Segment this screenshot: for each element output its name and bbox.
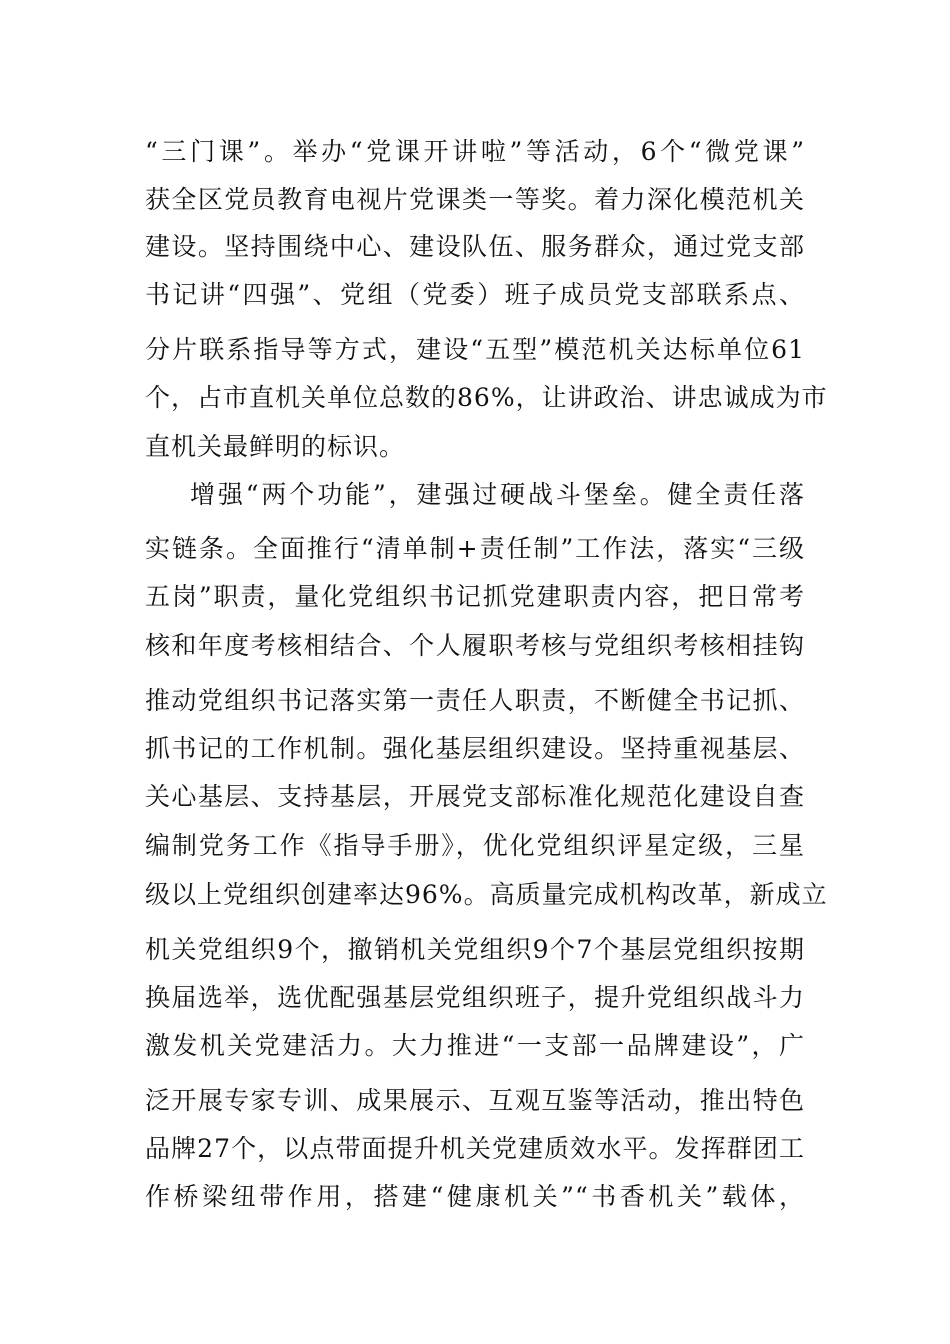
paragraph-2-line-13: 泛开展专家专训、成果展示、互观互鉴等活动，推出特色 [145, 1086, 805, 1115]
paragraph-1-line-1: “三门课”。举办“党课开讲啦”等活动，6个“微党课” [145, 137, 805, 166]
paragraph-2-line-5: 推动党组织书记落实第一责任人职责，不断健全书记抓、 [145, 686, 805, 715]
paragraph-2-line-3: 五岗”职责，量化党组织书记抓党建职责内容，把日常考 [145, 582, 805, 611]
paragraph-2-line-1: 增强“两个功能”，建强过硬战斗堡垒。健全责任落 [190, 480, 805, 509]
paragraph-1-line-2: 获全区党员教育电视片党课类一等奖。着力深化模范机关 [145, 185, 805, 214]
paragraph-1-line-3: 建设。坚持围绕中心、建设队伍、服务群众，通过党支部 [145, 232, 805, 261]
paragraph-2-line-7: 关心基层、支持基层，开展党支部标准化规范化建设自查 [145, 782, 805, 811]
paragraph-1-line-5: 分片联系指导等方式，建设“五型”模范机关达标单位61 [145, 335, 805, 364]
paragraph-2-line-6: 抓书记的工作机制。强化基层组织建设。坚持重视基层、 [145, 734, 805, 763]
paragraph-1-line-7: 直机关最鲜明的标识。 [145, 432, 406, 461]
paragraph-1-line-4: 书记讲“四强”、党组（党委）班子成员党支部联系点、 [145, 280, 805, 309]
paragraph-2-line-11: 换届选举，选优配强基层党组织班子，提升党组织战斗力 [145, 983, 805, 1012]
paragraph-2-line-2: 实链条。全面推行“清单制+责任制”工作法，落实“三级 [145, 534, 805, 563]
paragraph-1-line-6: 个，占市直机关单位总数的86%，让讲政治、讲忠诚成为市 [145, 383, 828, 412]
paragraph-2-line-12: 激发机关党建活力。大力推进“一支部一品牌建设”，广 [145, 1031, 805, 1060]
paragraph-2-line-10: 机关党组织9个，撤销机关党组织9个7个基层党组织按期 [145, 935, 805, 964]
paragraph-2-line-4: 核和年度考核相结合、个人履职考核与党组织考核相挂钩 [145, 631, 805, 660]
paragraph-2-line-9: 级以上党组织创建率达96%。高质量完成机构改革，新成立 [145, 880, 828, 909]
paragraph-2-line-15: 作桥梁纽带作用，搭建“健康机关”“书香机关”载体， [145, 1182, 805, 1211]
paragraph-2-line-14: 品牌27个，以点带面提升机关党建质效水平。发挥群团工 [145, 1134, 805, 1163]
paragraph-2-line-8: 编制党务工作《指导手册》，优化党组织评星定级，三星 [145, 831, 805, 860]
